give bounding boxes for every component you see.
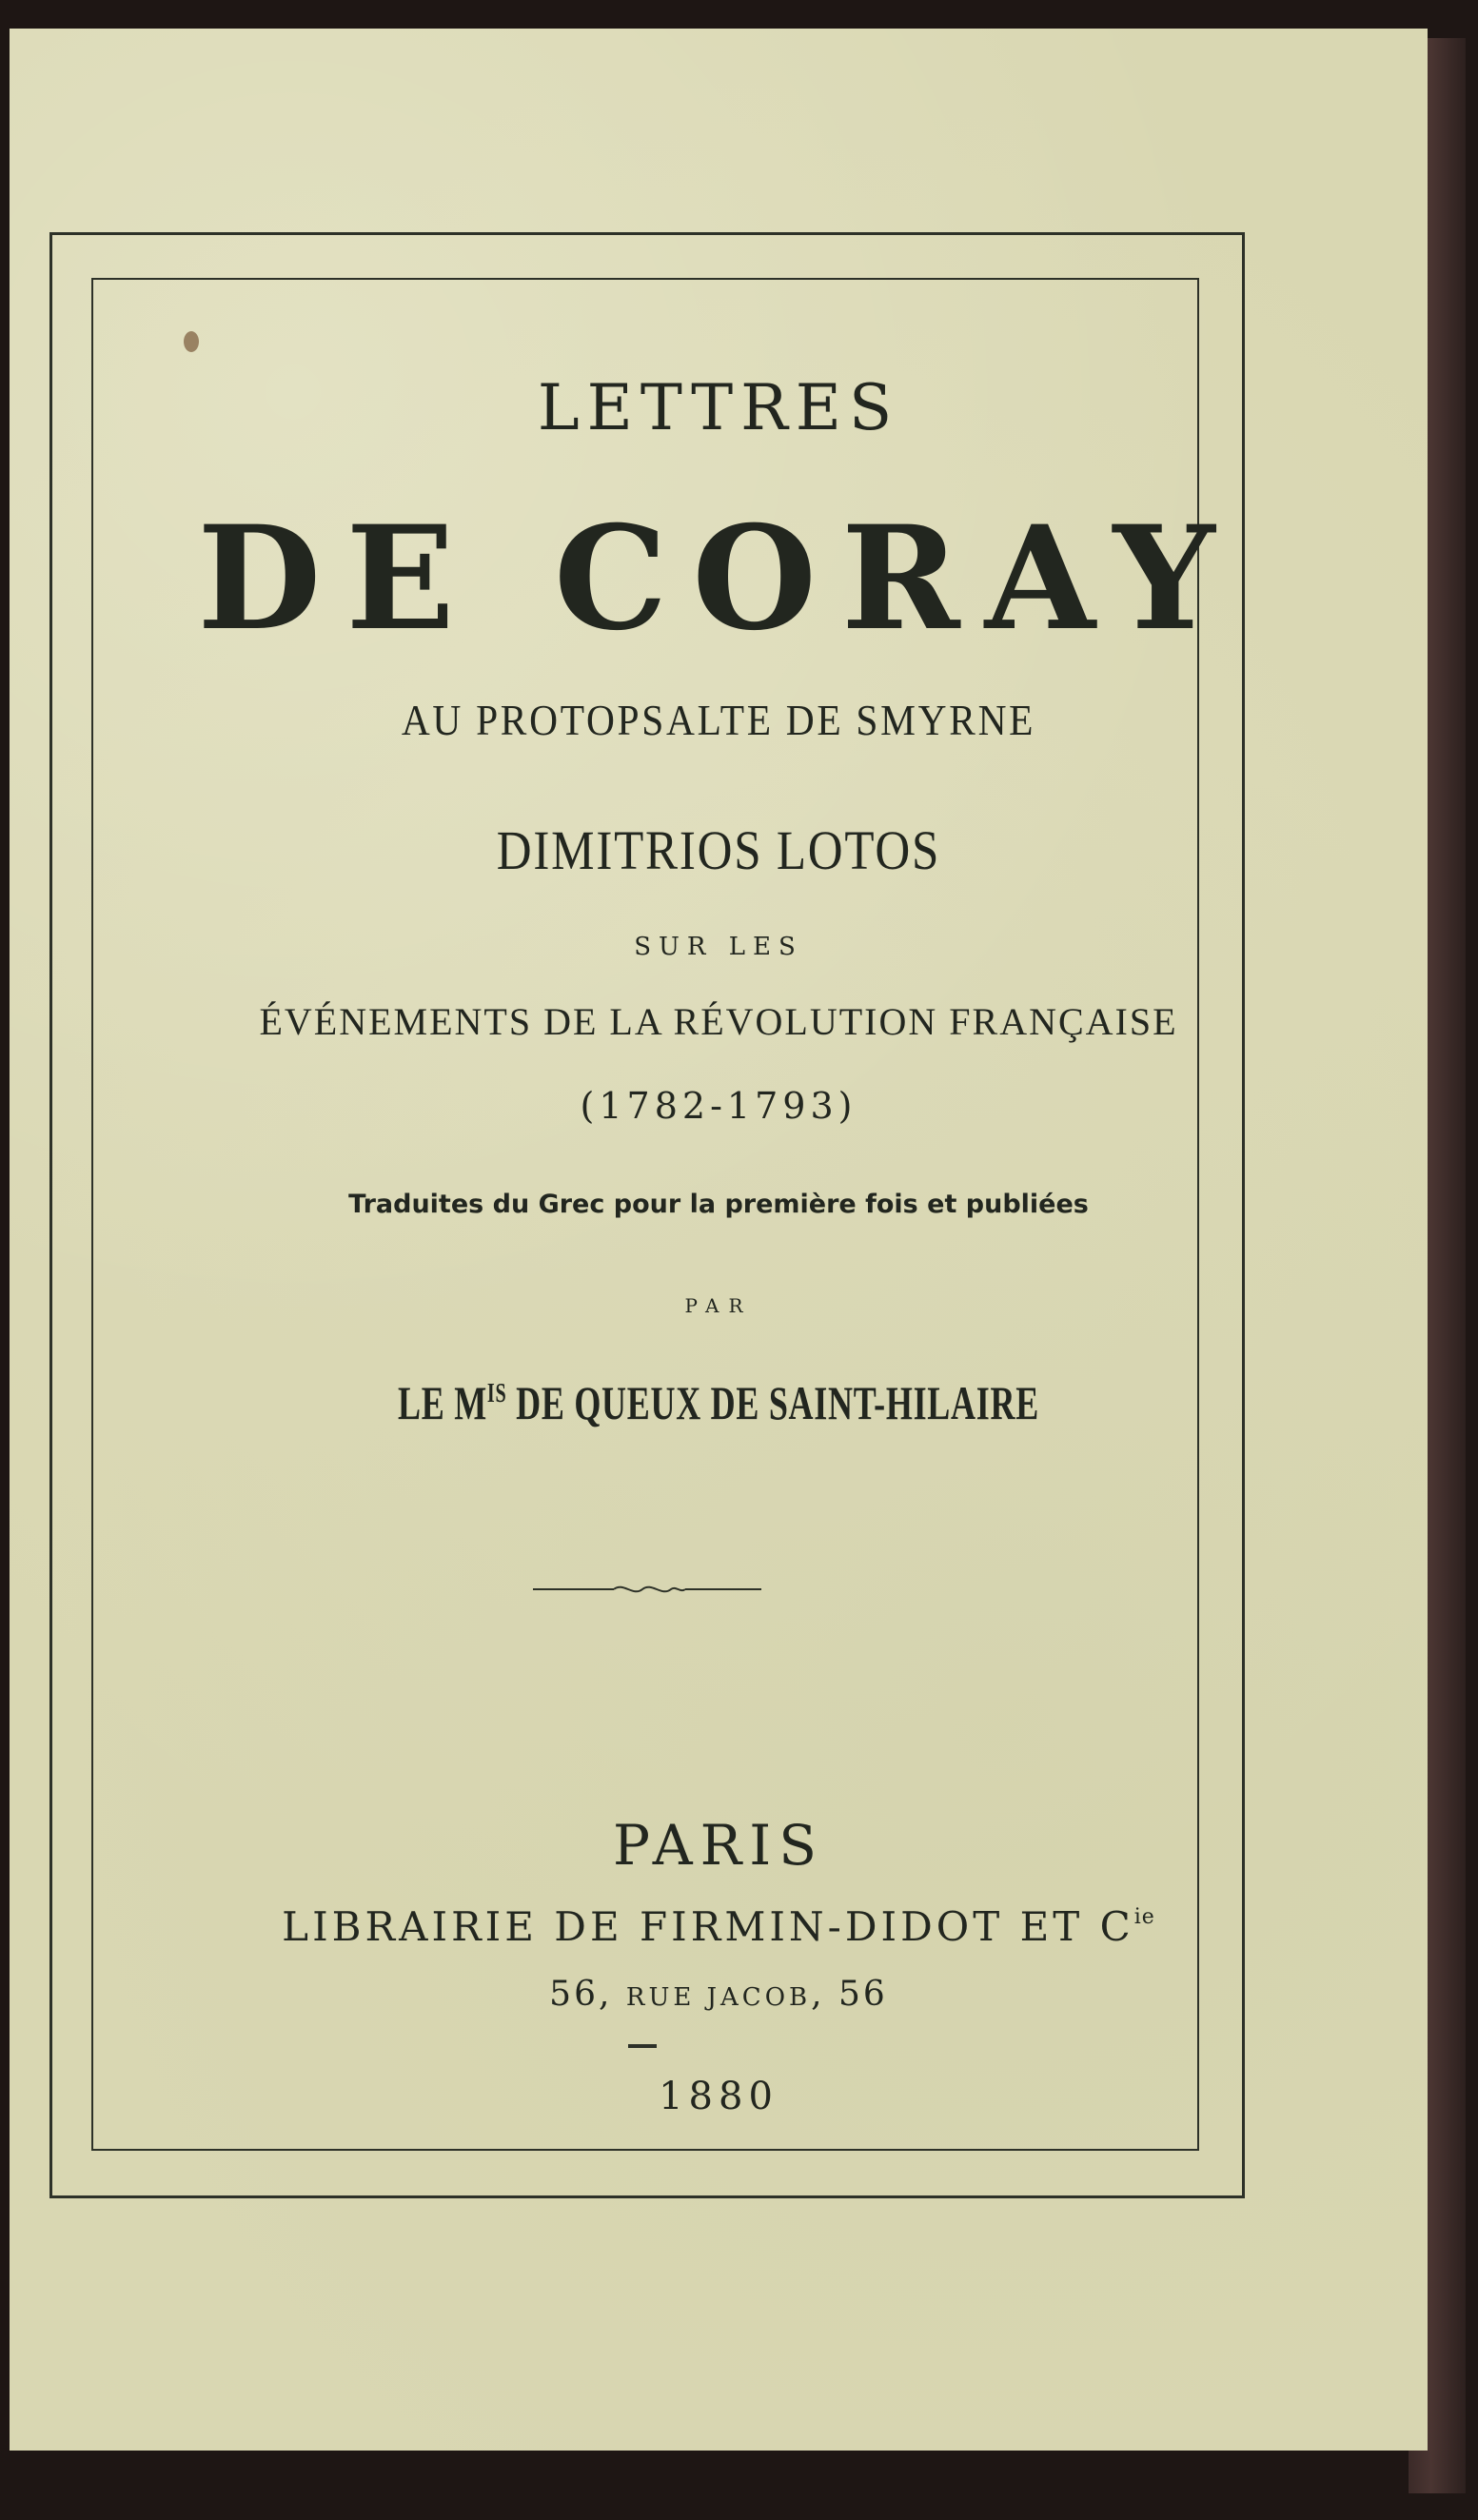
author-title-superscript: IS xyxy=(486,1379,507,1408)
subtitle-dimitrios-lotos: DIMITRIOS LOTOS xyxy=(496,819,941,881)
address-street: RUE JACOB xyxy=(625,1983,812,2012)
ornament-rule xyxy=(533,1580,761,1599)
imprint-address xyxy=(10,1975,1428,2014)
address-number-right: , 56 xyxy=(811,1975,888,2014)
address-number-left: 56, xyxy=(549,1975,626,2014)
imprint-city: PARIS xyxy=(613,1813,824,1878)
author-prefix: LE M xyxy=(398,1376,487,1429)
title-lettres: LETTRES xyxy=(537,371,900,444)
subtitle-evenements: ÉVÉNEMENTS DE LA RÉVOLUTION FRANÇAISE xyxy=(259,1000,1178,1043)
publisher-name: LIBRAIRIE DE FIRMIN-DIDOT ET C xyxy=(282,1903,1134,1950)
by-label: PAR xyxy=(684,1294,753,1317)
subtitle-protopsalte: AU PROTOPSALTE DE SMYRNE xyxy=(401,696,1036,744)
author-name xyxy=(208,1375,1230,1430)
subtitle-dates: (1782-1793) xyxy=(580,1085,857,1127)
author-surname: DE QUEUX DE SAINT-HILAIRE xyxy=(506,1376,1039,1429)
imprint-publisher xyxy=(10,1903,1428,1950)
translation-note: Traduites du Grec pour la première fois et publiées xyxy=(348,1190,1089,1219)
title-de-coray: DE CORAY xyxy=(197,495,1240,662)
title-page xyxy=(10,29,1428,2451)
imprint-year: 1880 xyxy=(659,2075,778,2118)
imprint-dash xyxy=(628,2044,657,2048)
subtitle-sur-les: SUR LES xyxy=(634,933,803,961)
publisher-superscript: ie xyxy=(1133,1905,1155,1929)
